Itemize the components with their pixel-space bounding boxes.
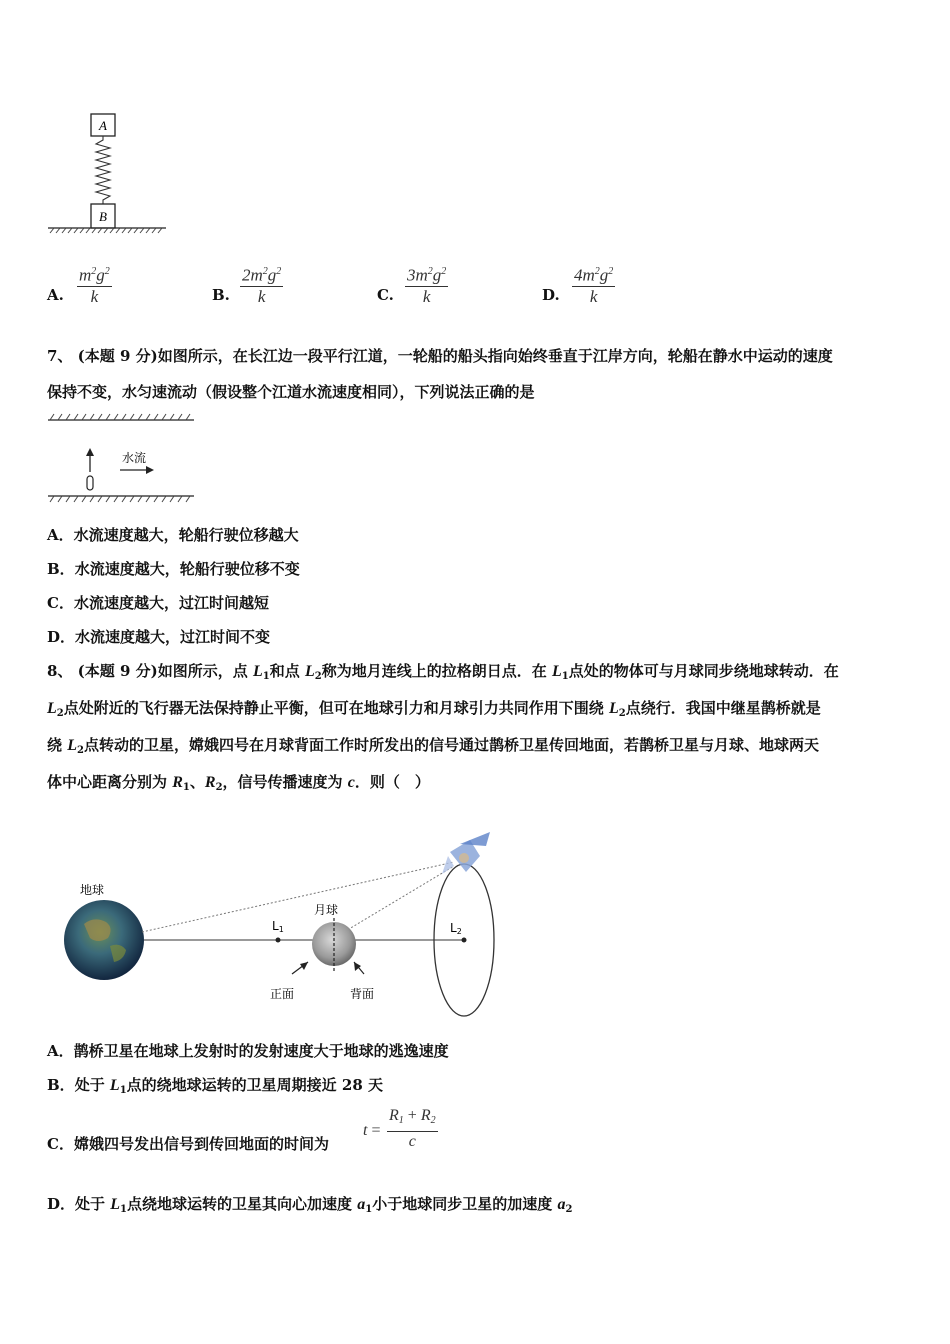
- option-letter: C．: [47, 594, 74, 612]
- ground-hatch: [50, 228, 162, 233]
- option-text: 鹊桥卫星在地球上发射时的发射速度大于地球的逃逸速度: [73, 1042, 449, 1060]
- front-label: 正面: [270, 987, 295, 1001]
- fraction: $\frac{2m^2g^2}{k}$: [240, 262, 283, 307]
- option-letter: B.: [212, 286, 230, 304]
- fraction: $\frac{4m^2g^2}{k}$: [572, 262, 615, 307]
- spring: [96, 136, 110, 204]
- formula-fraction: $\frac{R_1 + R_2}{c}$: [389, 1107, 436, 1150]
- option-letter: A.: [47, 286, 64, 304]
- fraction: $\frac{m^2g^2}{k}$: [77, 262, 112, 307]
- q7-option-a[interactable]: [47, 525, 299, 545]
- option-letter: D．: [47, 1195, 76, 1213]
- q8-option-b[interactable]: B．处于 $L_1$点的绕地球运转的卫星周期接近 28 天: [47, 1076, 383, 1096]
- river-figure: [44, 410, 204, 510]
- q6-option-d[interactable]: [542, 262, 642, 312]
- option-letter: D．: [47, 628, 76, 646]
- moon-sat-line: [334, 866, 454, 938]
- bottom-bank-hatch: [50, 496, 190, 502]
- option-text: 水流速度越大，轮船行驶位移不变: [74, 560, 300, 578]
- option-letter: B．: [47, 1076, 75, 1094]
- q8-stem-line3: 绕 $L_2$点转动的卫星，嫦娥四号在月球背面工作时所发出的信号通过鹊桥卫星传回地面，若鹊桥卫星与月球、地球两天: [47, 736, 819, 756]
- earth-label: 地球: [80, 883, 105, 897]
- q8-option-a[interactable]: [47, 1041, 449, 1061]
- q7-stem-line1: 7、 (本题 9 分)如图所示，在长江边一段平行江道，一轮船的船头指向始终垂直于江岸方向，轮船在静水中运动的速度: [47, 347, 833, 365]
- option-letter: B．: [47, 560, 75, 578]
- option-text: 水流速度越大，轮船行驶位移越大: [73, 526, 299, 544]
- flow-arrow-head-icon: [146, 466, 154, 474]
- front-arrow-head-icon: [300, 962, 308, 970]
- q8-stem-line1: 8、 (本题 9 分)如图所示，点 $L_1$和点 $L_2$称为地月连线上的拉格朗日点．在 $L_1$点处的物体可与月球同步绕地球转动．在: [47, 662, 839, 682]
- l2-label: L2: [450, 921, 462, 936]
- block-b-label: B: [99, 209, 107, 224]
- option-letter: D.: [542, 286, 560, 304]
- l1-point: [276, 938, 281, 943]
- earth: [64, 900, 144, 980]
- option-text: 水流速度越大，过江时间越短: [73, 594, 269, 612]
- option-letter: A．: [47, 526, 74, 544]
- q7-option-b[interactable]: [47, 559, 300, 579]
- q8-option-d[interactable]: D．处于 $L_1$点绕地球运转的卫星其向心加速度 $a_1$小于地球同步卫星的加速度 $a_2$: [47, 1195, 573, 1215]
- option-letter: C.: [377, 286, 394, 304]
- water-flow-label: 水流: [122, 451, 147, 465]
- option-text: 水流速度越大，过江时间不变: [75, 628, 271, 646]
- spring-block-figure: [44, 108, 174, 238]
- block-a-label: A: [99, 118, 107, 133]
- q8-option-c[interactable]: [47, 1106, 467, 1158]
- q7-stem-line2: 保持不变，水匀速流动（假设整个江道水流速度相同），下列说法正确的是: [47, 383, 535, 401]
- q8-stem-line2: $L_2$点处附近的飞行器无法保持静止平衡，但可在地球引力和月球引力共同作用下围绕 $L_2$点绕行．我国中继星鹊桥就是: [47, 699, 821, 719]
- fraction: $\frac{3m^2g^2}{k}$: [405, 262, 448, 307]
- l1-label: L1: [272, 919, 284, 934]
- q7-option-d[interactable]: [47, 627, 270, 647]
- option-text: C．嫦娥四号发出信号到传回地面的时间为: [47, 1135, 329, 1153]
- top-bank-hatch: [50, 414, 190, 420]
- q6-option-c[interactable]: [377, 262, 477, 312]
- q8-stem-line4: 体中心距离分别为 $R_1$、$R_2$，信号传播速度为 c．则（ ）: [47, 773, 430, 793]
- relay-satellite-icon: [442, 832, 490, 874]
- moon-label: 月球: [314, 903, 339, 917]
- q6-option-a[interactable]: [47, 262, 137, 312]
- lagrange-figure: [50, 826, 520, 1022]
- q7-option-c[interactable]: [47, 593, 269, 613]
- l2-point: [462, 938, 467, 943]
- back-label: 背面: [350, 987, 375, 1001]
- boat: [87, 476, 93, 490]
- q6-option-b[interactable]: [212, 262, 312, 312]
- option-letter: A．: [47, 1042, 74, 1060]
- earth-sat-line-1: [142, 862, 454, 932]
- arrow-head-icon: [86, 448, 94, 456]
- formula-t: t =: [363, 1122, 381, 1139]
